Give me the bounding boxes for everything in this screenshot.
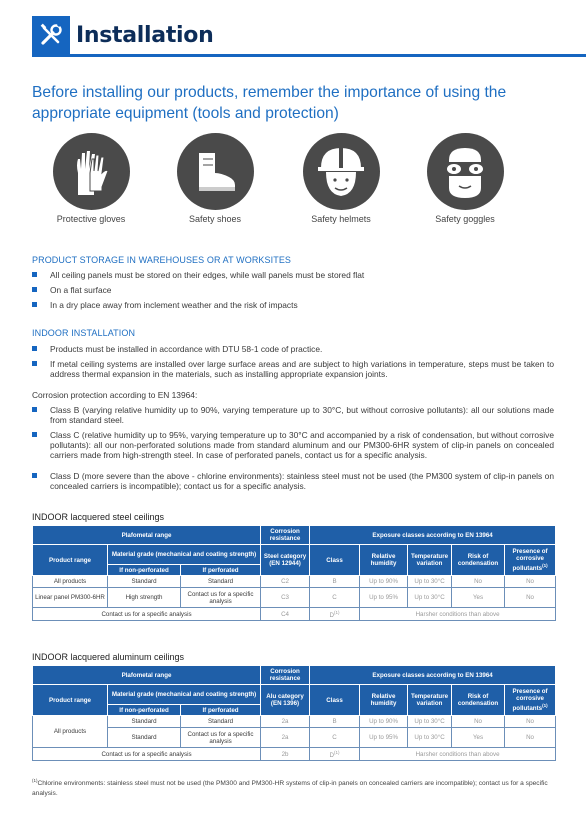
table-row: Contact us for a specific analysis 2b $D^{(1)}$ Harsher conditions than above <box>33 748 556 761</box>
list-item: Class B (varying relative humidity up to 90%, varying temperature up to 30°C, but without corrosive pollutants): all our solutions made from standard steel. <box>32 405 554 425</box>
corrosion-intro: Corrosion protection according to EN 13964: <box>32 390 198 400</box>
page-header <box>32 16 213 54</box>
table-header: Presence of corrosive pollutants$^{(1)}$ <box>505 685 556 716</box>
bullet-icon <box>32 407 37 412</box>
table-header: Material grade (mechanical and coating strength) <box>108 685 261 705</box>
table-header: Material grade (mechanical and coating strength) <box>108 545 261 565</box>
table-header: Plafometal range <box>33 526 261 545</box>
equipment-shoes <box>160 133 270 224</box>
bullet-icon <box>32 302 37 307</box>
table-title: INDOOR lacquered aluminum ceilings <box>32 652 185 662</box>
bullet-icon <box>32 287 37 292</box>
equipment-gloves <box>36 133 146 224</box>
equipment-label: Safety goggles <box>435 214 495 224</box>
boots-icon <box>177 133 254 210</box>
list-item: All ceiling panels must be stored on their edges, while wall panels must be stored flat <box>32 270 554 280</box>
steel-ceilings-table <box>32 525 556 621</box>
table-header: Steel category (EN 12944) <box>261 545 310 576</box>
intro-text: Before installing our products, remember the importance of using the appropriate equipment (tools and protection) <box>32 84 507 122</box>
table-header: Temperature variation <box>408 545 452 576</box>
helmet-icon <box>303 133 380 210</box>
table-header: Relative humidity <box>360 685 408 716</box>
gloves-icon <box>53 133 130 210</box>
list-item: On a flat surface <box>32 285 554 295</box>
table-header: Corrosion resistance <box>261 666 310 685</box>
table-header: Plafometal range <box>33 666 261 685</box>
table-row: Contact us for a specific analysis C4 $D^{(1)}$ Harsher conditions than above <box>33 608 556 621</box>
table-header: Risk of condensation <box>452 685 505 716</box>
table-header: Exposure classes according to EN 13964 <box>310 526 556 545</box>
table-header: Class <box>310 545 360 576</box>
bullet-icon <box>32 346 37 351</box>
table-header: Exposure classes according to EN 13964 <box>310 666 556 685</box>
table-row: All products Standard Standard 2a B Up to 90% Up to 30°C No No <box>33 716 556 728</box>
table-header: If non-perforated <box>108 705 181 716</box>
list-item: If metal ceiling systems are installed over large surface areas and are subject to high variations in temperature, steps must be taken to address thermal expansion in the materials, such as installing appropriate expansion joints. <box>32 359 554 379</box>
table-header: If perforated <box>181 565 261 576</box>
table-row: Linear panel PM300-6HR High strength Contact us for a specific analysis C3 C Up to 95% Up to 30°C Yes No <box>33 588 556 608</box>
bullet-icon <box>32 272 37 277</box>
table-header: Product range <box>33 685 108 716</box>
equipment-goggles <box>410 133 520 224</box>
header-divider <box>32 54 586 57</box>
table-title: INDOOR lacquered steel ceilings <box>32 512 165 522</box>
table-row: Standard Contact us for a specific analysis 2a C Up to 95% Up to 30°C Yes No <box>33 728 556 748</box>
goggles-icon <box>427 133 504 210</box>
bullet-icon <box>32 432 37 437</box>
list-item: Class C (relative humidity up to 95%, varying temperature up to 30°C and accompanied by a risk of condensation, but without corrosive pollutants): all our non-perforated solutions made from standard aluminum and our PM300-6HR system of clip-in panels on concealed carriers made from high-strength steel. In case of perforated panels, contact us for a specific analysis. <box>32 430 554 461</box>
aluminum-ceilings-table <box>32 665 556 761</box>
equipment-label: Safety shoes <box>188 214 242 224</box>
table-header: Alu category (EN 1396) <box>261 685 310 716</box>
tools-icon <box>32 16 70 54</box>
equipment-helmets <box>286 133 396 224</box>
table-header: If perforated <box>181 705 261 716</box>
table-header: Temperature variation <box>408 685 452 716</box>
list-item: Class D (more severe than the above - chlorine environments): stainless steel must not be used (the PM300 system of clip-in panels on concealed carriers is incompatible); contact us for a specific analysis. <box>32 471 554 491</box>
storage-title: PRODUCT STORAGE IN WAREHOUSES OR AT WORKSITES <box>32 255 292 265</box>
table-header: Product range <box>33 545 108 576</box>
page-title: Installation <box>76 22 214 48</box>
equipment-label: Safety helmets <box>311 214 371 224</box>
table-header: If non-perforated <box>108 565 181 576</box>
bullet-icon <box>32 361 37 366</box>
table-row: All products Standard Standard C2 B Up to 90% Up to 30°C No No <box>33 576 556 588</box>
table-header: Relative humidity <box>360 545 408 576</box>
table-header: Risk of condensation <box>452 545 505 576</box>
table-header: Presence of corrosive pollutants$^{(1)}$ <box>505 545 556 576</box>
indoor-title: INDOOR INSTALLATION <box>32 328 136 338</box>
footnote: $^{(1)}$Chlorine environments: stainless steel must not be used (the PM300 and PM300-HR systems of clip-in panels on concealed carriers are incompatible); contact us for a specific analysis. <box>32 778 548 797</box>
equipment-label: Protective gloves <box>56 214 126 224</box>
bullet-icon <box>32 473 37 478</box>
list-item: In a dry place away from inclement weather and the risk of impacts <box>32 300 554 310</box>
list-item: Products must be installed in accordance with DTU 58-1 code of practice. <box>32 344 554 354</box>
table-header: Corrosion resistance <box>261 526 310 545</box>
table-header: Class <box>310 685 360 716</box>
